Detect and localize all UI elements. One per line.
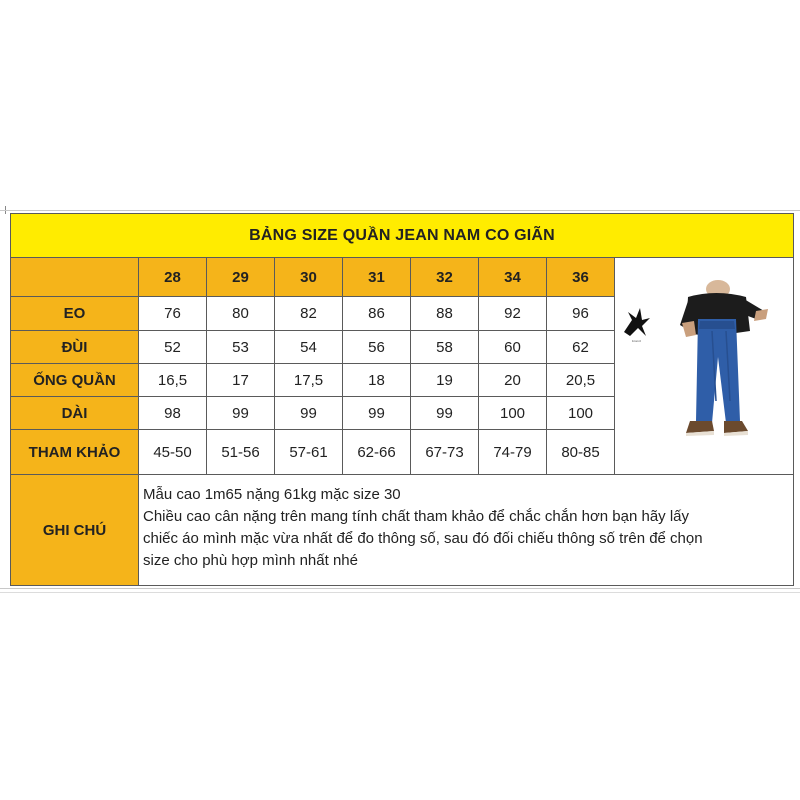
- table-cell: 82: [275, 297, 343, 331]
- table-cell: 99: [275, 397, 343, 430]
- pegasus-logo-icon: [624, 308, 650, 343]
- table-cell: 19: [411, 364, 479, 397]
- note-line: size cho phù hợp mình nhất nhé: [143, 552, 358, 569]
- size-header: 32: [411, 258, 479, 297]
- note-text: [139, 475, 794, 586]
- model-photo-cell: [615, 258, 794, 475]
- size-header: 36: [547, 258, 615, 297]
- table-cell: 17: [207, 364, 275, 397]
- table-cell: 16,5: [139, 364, 207, 397]
- size-header: 31: [343, 258, 411, 297]
- table-cell: 52: [139, 331, 207, 364]
- table-cell: 96: [547, 297, 615, 331]
- table-cell: 80: [207, 297, 275, 331]
- table-cell: 100: [547, 397, 615, 430]
- table-cell: 17,5: [275, 364, 343, 397]
- table-cell: 99: [207, 397, 275, 430]
- table-cell: 80-85: [547, 430, 615, 475]
- note-line: Mẫu cao 1m65 nặng 61kg mặc size 30: [143, 486, 401, 503]
- sheet-gridline-bottom: [0, 588, 800, 589]
- table-cell: 45-50: [139, 430, 207, 475]
- table-cell: 18: [343, 364, 411, 397]
- size-chart-table: [10, 213, 794, 586]
- table-cell: 62-66: [343, 430, 411, 475]
- row-label-ong-quan: ỐNG QUẦN: [11, 364, 139, 397]
- table-cell: 20,5: [547, 364, 615, 397]
- table-cell: 60: [479, 331, 547, 364]
- model-photo-svg: [616, 261, 792, 471]
- table-cell: 58: [411, 331, 479, 364]
- model-photo: [616, 261, 792, 471]
- note-label: GHI CHÚ: [11, 475, 139, 586]
- svg-text:brand: brand: [632, 339, 641, 343]
- corner-cell: [11, 258, 139, 297]
- size-header: 28: [139, 258, 207, 297]
- table-cell: 98: [139, 397, 207, 430]
- sheet-gridline-top: [0, 210, 800, 211]
- table-cell: 100: [479, 397, 547, 430]
- table-cell: 62: [547, 331, 615, 364]
- table-cell: 67-73: [411, 430, 479, 475]
- sheet-gridline-bottom-2: [0, 592, 800, 593]
- size-header: 30: [275, 258, 343, 297]
- row-label-dui: ĐÙI: [11, 331, 139, 364]
- table-cell: 53: [207, 331, 275, 364]
- size-header: 34: [479, 258, 547, 297]
- table-cell: 51-56: [207, 430, 275, 475]
- note-line: chiếc áo mình mặc vừa nhất để đo thông số, sau đó đối chiếu thông số trên để chọn: [143, 530, 703, 547]
- size-header: 29: [207, 258, 275, 297]
- chart-title: BẢNG SIZE QUẦN JEAN NAM CO GIÃN: [11, 214, 794, 258]
- note-line: Chiều cao cân nặng trên mang tính chất tham khảo để chắc chắn hơn bạn hãy lấy: [143, 508, 690, 525]
- table-cell: 54: [275, 331, 343, 364]
- table-cell: 88: [411, 297, 479, 331]
- row-label-tham-khao: THAM KHẢO: [11, 430, 139, 475]
- table-cell: 99: [411, 397, 479, 430]
- row-label-eo: EO: [11, 297, 139, 331]
- table-cell: 86: [343, 297, 411, 331]
- table-cell: 56: [343, 331, 411, 364]
- table-cell: 99: [343, 397, 411, 430]
- table-cell: 57-61: [275, 430, 343, 475]
- table-cell: 74-79: [479, 430, 547, 475]
- table-cell: 92: [479, 297, 547, 331]
- table-cell: 20: [479, 364, 547, 397]
- table-cell: 76: [139, 297, 207, 331]
- row-label-dai: DÀI: [11, 397, 139, 430]
